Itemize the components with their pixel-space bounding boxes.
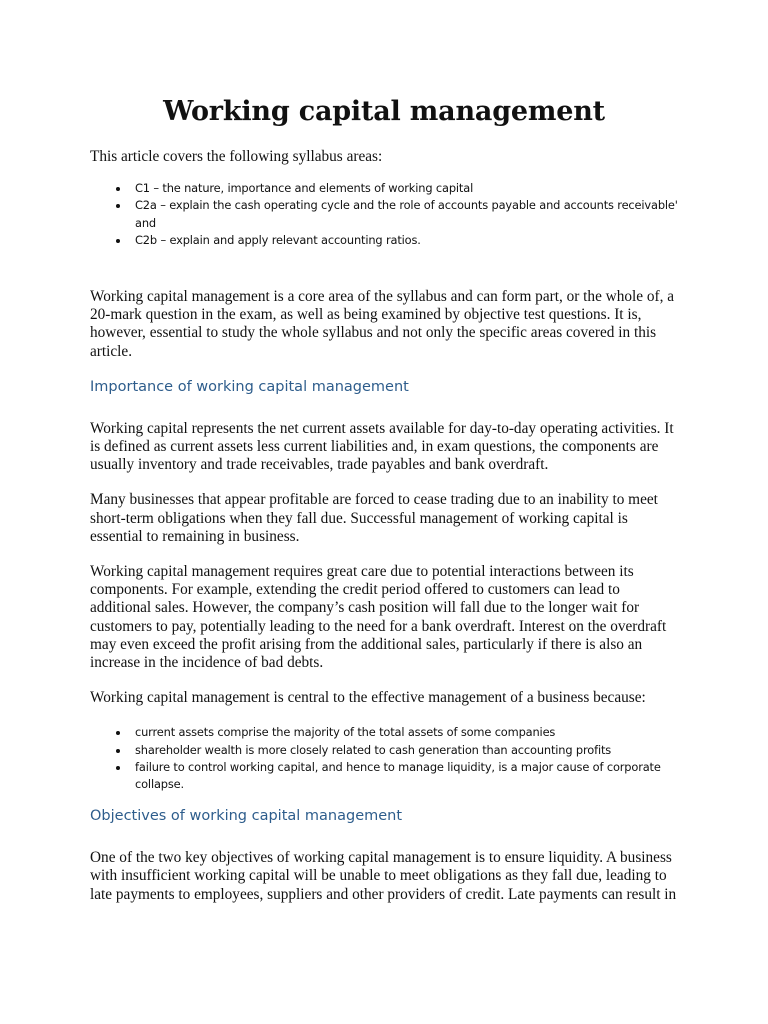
bullet-icon [116,204,120,208]
page-title: Working capital management [163,96,605,127]
reasons-list [90,724,678,793]
list-item-text: shareholder wealth is more closely related to cash generation than accounting profits [135,742,612,757]
body-paragraph: Working capital management is central to the effective management of a business because: [90,689,646,707]
document-content [90,92,678,904]
body-paragraph: Many businesses that appear profitable are forced to cease trading due to an inability to meet short-term obligations when they fall due. Successful management of working capital is essential to remaining in business. [90,491,658,545]
body-paragraph: Working capital management is a core area of the syllabus and can form part, or the whole of, a 20-mark question in the exam, as well as being examined by objective test questions. It is, however, essential to study the whole syllabus and not only the specific areas covered in this article. [90,288,675,360]
list-item-text: failure to control working capital, and hence to manage liquidity, is a major cause of corporate collapse. [135,759,661,792]
bullet-icon [116,749,120,753]
body-paragraph: One of the two key objectives of working capital management is to ensure liquidity. A business with insufficient working capital will be unable to meet obligations as they fall due, leading to late payments to employees, suppliers and other providers of credit. Late payments can result in [90,849,677,903]
section-heading-objectives: Objectives of working capital management [90,808,403,825]
bullet-icon [116,239,120,243]
list-item [90,232,678,249]
section-heading-importance: Importance of working capital management [90,378,409,395]
list-item [90,759,678,793]
list-item [90,724,678,741]
list-item-text: C2a – explain the cash operating cycle and the role of accounts payable and accounts receivable' and [135,198,678,230]
list-item-text: current assets comprise the majority of the total assets of some companies [135,725,556,740]
bullet-icon [116,731,120,735]
syllabus-list [90,180,678,249]
list-item-text: C1 – the nature, importance and elements of working capital [135,181,474,196]
body-paragraph: Working capital represents the net current assets available for day-to-day operating activities. It is defined as current assets less current liabilities and, in exam questions, the components are usually inventory and trade receivables, trade payables and bank overdraft. [90,419,674,474]
bullet-icon [116,187,120,191]
list-item [90,742,678,759]
list-item-text: C2b – explain and apply relevant accounting ratios. [135,232,421,247]
body-paragraph: Working capital management requires great care due to potential interactions between its components. For example, extending the credit period offered to customers can lead to additional sales. However, the company’s cash position will fall due to the longer wait for customers to pay, potentially leading to the need for a bank overdraft. Interest on the overdraft may even exceed the profit arising from the additional sales, particularly if there is also an increase in the incidence of bad debts. [90,563,667,672]
intro-text: This article covers the following syllabus areas: [90,148,383,165]
list-item [90,197,678,231]
list-item [90,180,678,197]
bullet-icon [116,766,120,770]
